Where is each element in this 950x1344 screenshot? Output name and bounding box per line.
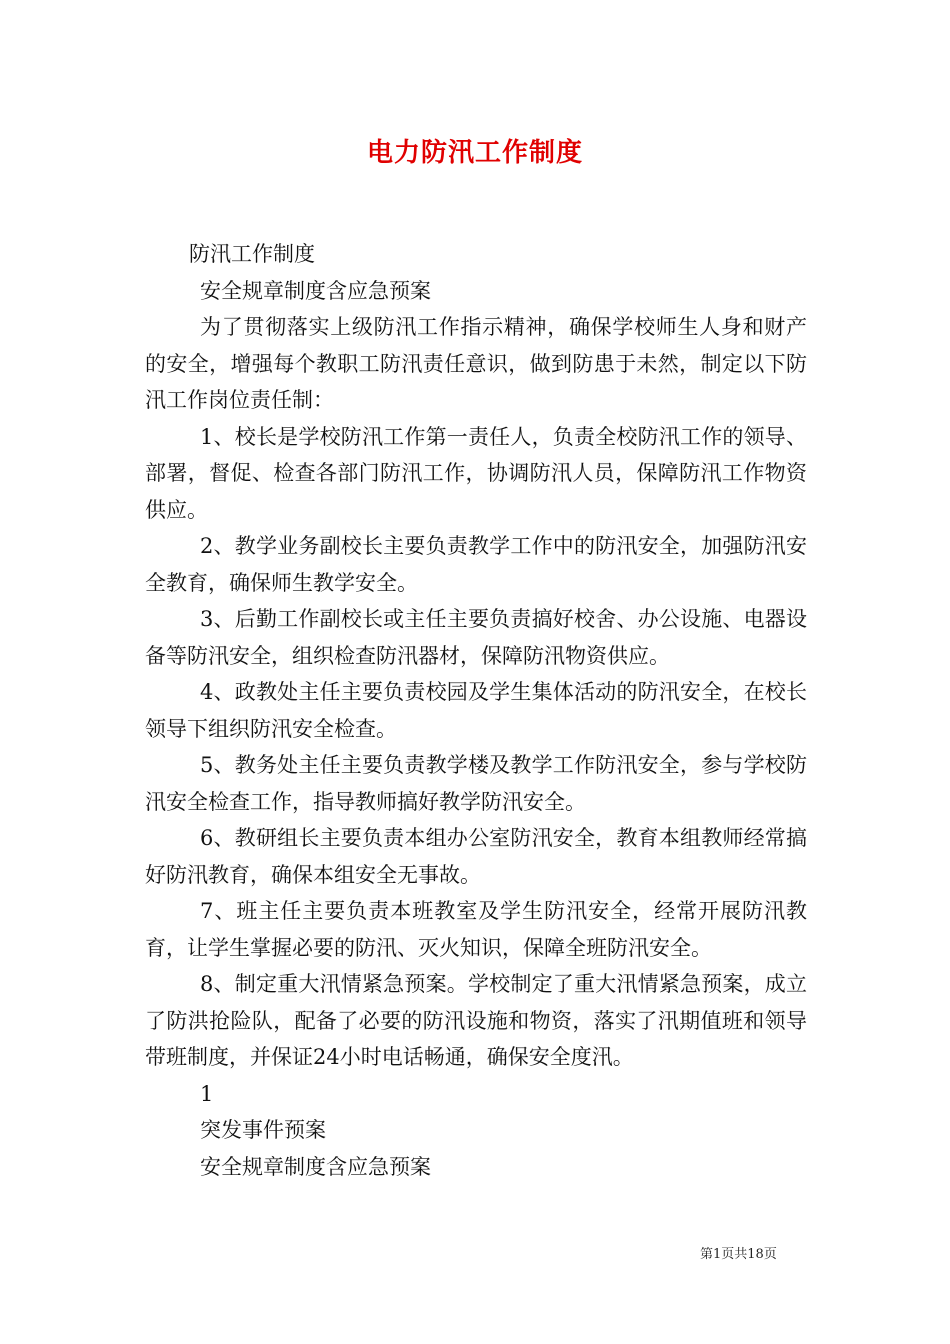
paragraph-item: 7、班主任主要负责本班教室及学生防汛安全，经常开展防汛教育，让学生掌握必要的防汛、灭火知识，保障全班防汛安全。 [145,899,807,960]
paragraph-item: 2、教学业务副校长主要负责教学工作中的防汛安全，加强防汛安全教育，确保师生教学安全。 [145,534,807,595]
document-body [145,236,807,1185]
inline-page-number: 1 [200,1081,214,1106]
section-heading: 突发事件预案 [200,1118,326,1142]
section-heading: 防汛工作制度 [189,242,315,266]
paragraph-item: 6、教研组长主要负责本组办公室防汛安全，教育本组教师经常搞好防汛教育，确保本组安全无事故。 [145,826,807,887]
paragraph-item: 1、校长是学校防汛工作第一责任人，负责全校防汛工作的领导、部署，督促、检查各部门防汛工作，协调防汛人员，保障防汛工作物资供应。 [145,424,807,522]
paragraph-item: 8、制定重大汛情紧急预案。学校制定了重大汛情紧急预案，成立了防洪抢险队，配备了必要的防汛设施和物资，落实了汛期值班和领导带班制度，并保证24小时电话畅通，确保安全度汛。 [145,972,807,1069]
section-subheading: 安全规章制度含应急预案 [200,278,431,303]
page-footer: 第1页共18页 [700,1247,777,1262]
paragraph-item: 3、后勤工作副校长或主任主要负责搞好校舍、办公设施、电器设备等防汛安全，组织检查防汛器材，保障防汛物资供应。 [145,607,807,668]
paragraph-item: 5、教务处主任主要负责教学楼及教学工作防汛安全，参与学校防汛安全检查工作，指导教师搞好教学防汛安全。 [145,753,807,814]
paragraph-intro: 为了贯彻落实上级防汛工作指示精神，确保学校师生人身和财产的安全，增强每个教职工防汛责任意识，做到防患于未然，制定以下防汛工作岗位责任制： [145,315,807,412]
section-subheading: 安全规章制度含应急预案 [200,1154,431,1179]
paragraph-item: 4、政教处主任主要负责校园及学生集体活动的防汛安全，在校长领导下组织防汛安全检查。 [145,680,807,741]
document-title: 电力防汛工作制度 [366,138,583,168]
